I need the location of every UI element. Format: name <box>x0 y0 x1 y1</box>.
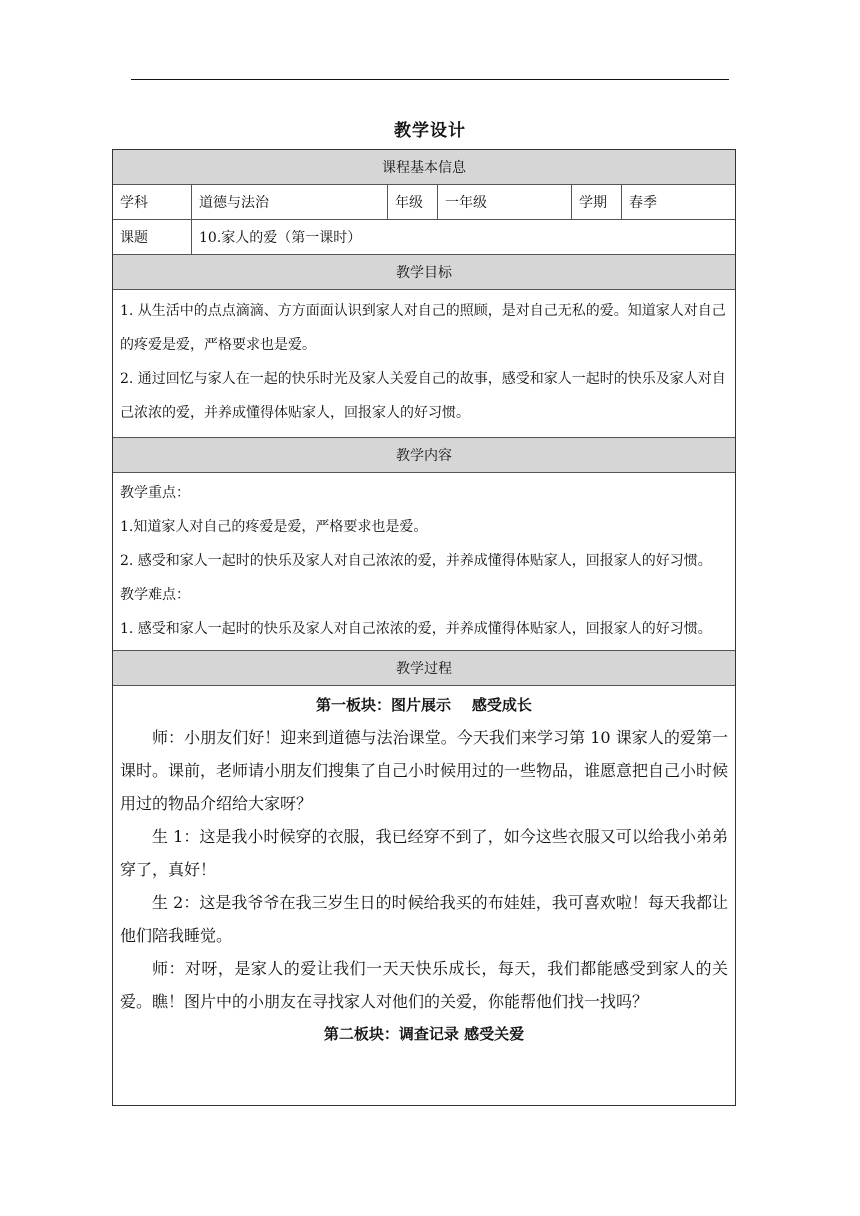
lesson-plan-table <box>112 149 736 1106</box>
topic-row <box>113 220 735 255</box>
term-label: 学期 <box>572 185 622 219</box>
content-item: 1. 感受和家人一起时的快乐及家人对自己浓浓的爱，并养成懂得体贴家人，回报家人的好习惯。 <box>120 621 712 637</box>
subject-value: 道德与法治 <box>192 185 388 219</box>
process-block <box>113 686 735 1050</box>
topic-label: 课题 <box>113 220 192 254</box>
process-heading-1: 第一板块：图片展示 感受成长 <box>316 696 532 714</box>
content-item: 1.知道家人对自己的疼爱是爱，严格要求也是爱。 <box>120 519 428 535</box>
topic-value: 10.家人的爱（第一课时） <box>199 230 362 246</box>
objective-item: 1. 从生活中的点点滴滴、方方面面认识到家人对自己的照顾，是对自己无私的爱。知道家人对自己的疼爱是爱，严格要求也是爱。 <box>120 303 726 353</box>
process-heading-2: 第二板块：调查记录 感受关爱 <box>323 1025 525 1043</box>
process-paragraph: 生 2：这是我爷爷在我三岁生日的时候给我买的布娃娃，我可喜欢啦！每天我都让他们陪我睡觉。 <box>120 893 728 945</box>
section-header-basic-info: 课程基本信息 <box>113 150 735 185</box>
content-item: 2. 感受和家人一起时的快乐及家人对自己浓浓的爱，并养成懂得体贴家人，回报家人的好习惯。 <box>120 553 712 569</box>
objective-item: 2. 通过回忆与家人在一起的快乐时光及家人关爱自己的故事，感受和家人一起时的快乐及家人对自己浓浓的爱，并养成懂得体贴家人，回报家人的好习惯。 <box>120 371 726 421</box>
content-block <box>113 473 735 651</box>
header-rule <box>131 79 729 80</box>
grade-label: 年级 <box>388 185 438 219</box>
content-item: 教学难点： <box>120 587 190 603</box>
process-paragraph: 生 1：这是我小时候穿的衣服，我已经穿不到了，如今这些衣服又可以给我小弟弟穿了，真好！ <box>120 827 728 879</box>
content-item: 教学重点： <box>120 485 190 501</box>
objectives-block <box>113 290 735 438</box>
section-header-content: 教学内容 <box>113 438 735 473</box>
document-title: 教学设计 <box>394 121 466 141</box>
section-header-process: 教学过程 <box>113 651 735 686</box>
process-paragraph: 师：小朋友们好！迎来到道德与法治课堂。今天我们来学习第 10 课家人的爱第一课时。课前，老师请小朋友们搜集了自己小时候用过的一些物品，谁愿意把自己小时候用过的物品介绍给大家呀？ <box>120 728 729 813</box>
subject-label: 学科 <box>113 185 192 219</box>
term-value: 春季 <box>629 195 657 211</box>
info-row <box>113 185 735 220</box>
process-paragraph: 师：对呀，是家人的爱让我们一天天快乐成长，每天，我们都能感受到家人的关爱。瞧！图片中的小朋友在寻找家人对他们的关爱，你能帮他们找一找吗？ <box>120 959 728 1011</box>
section-header-objectives: 教学目标 <box>113 255 735 290</box>
grade-value: 一年级 <box>438 185 572 219</box>
